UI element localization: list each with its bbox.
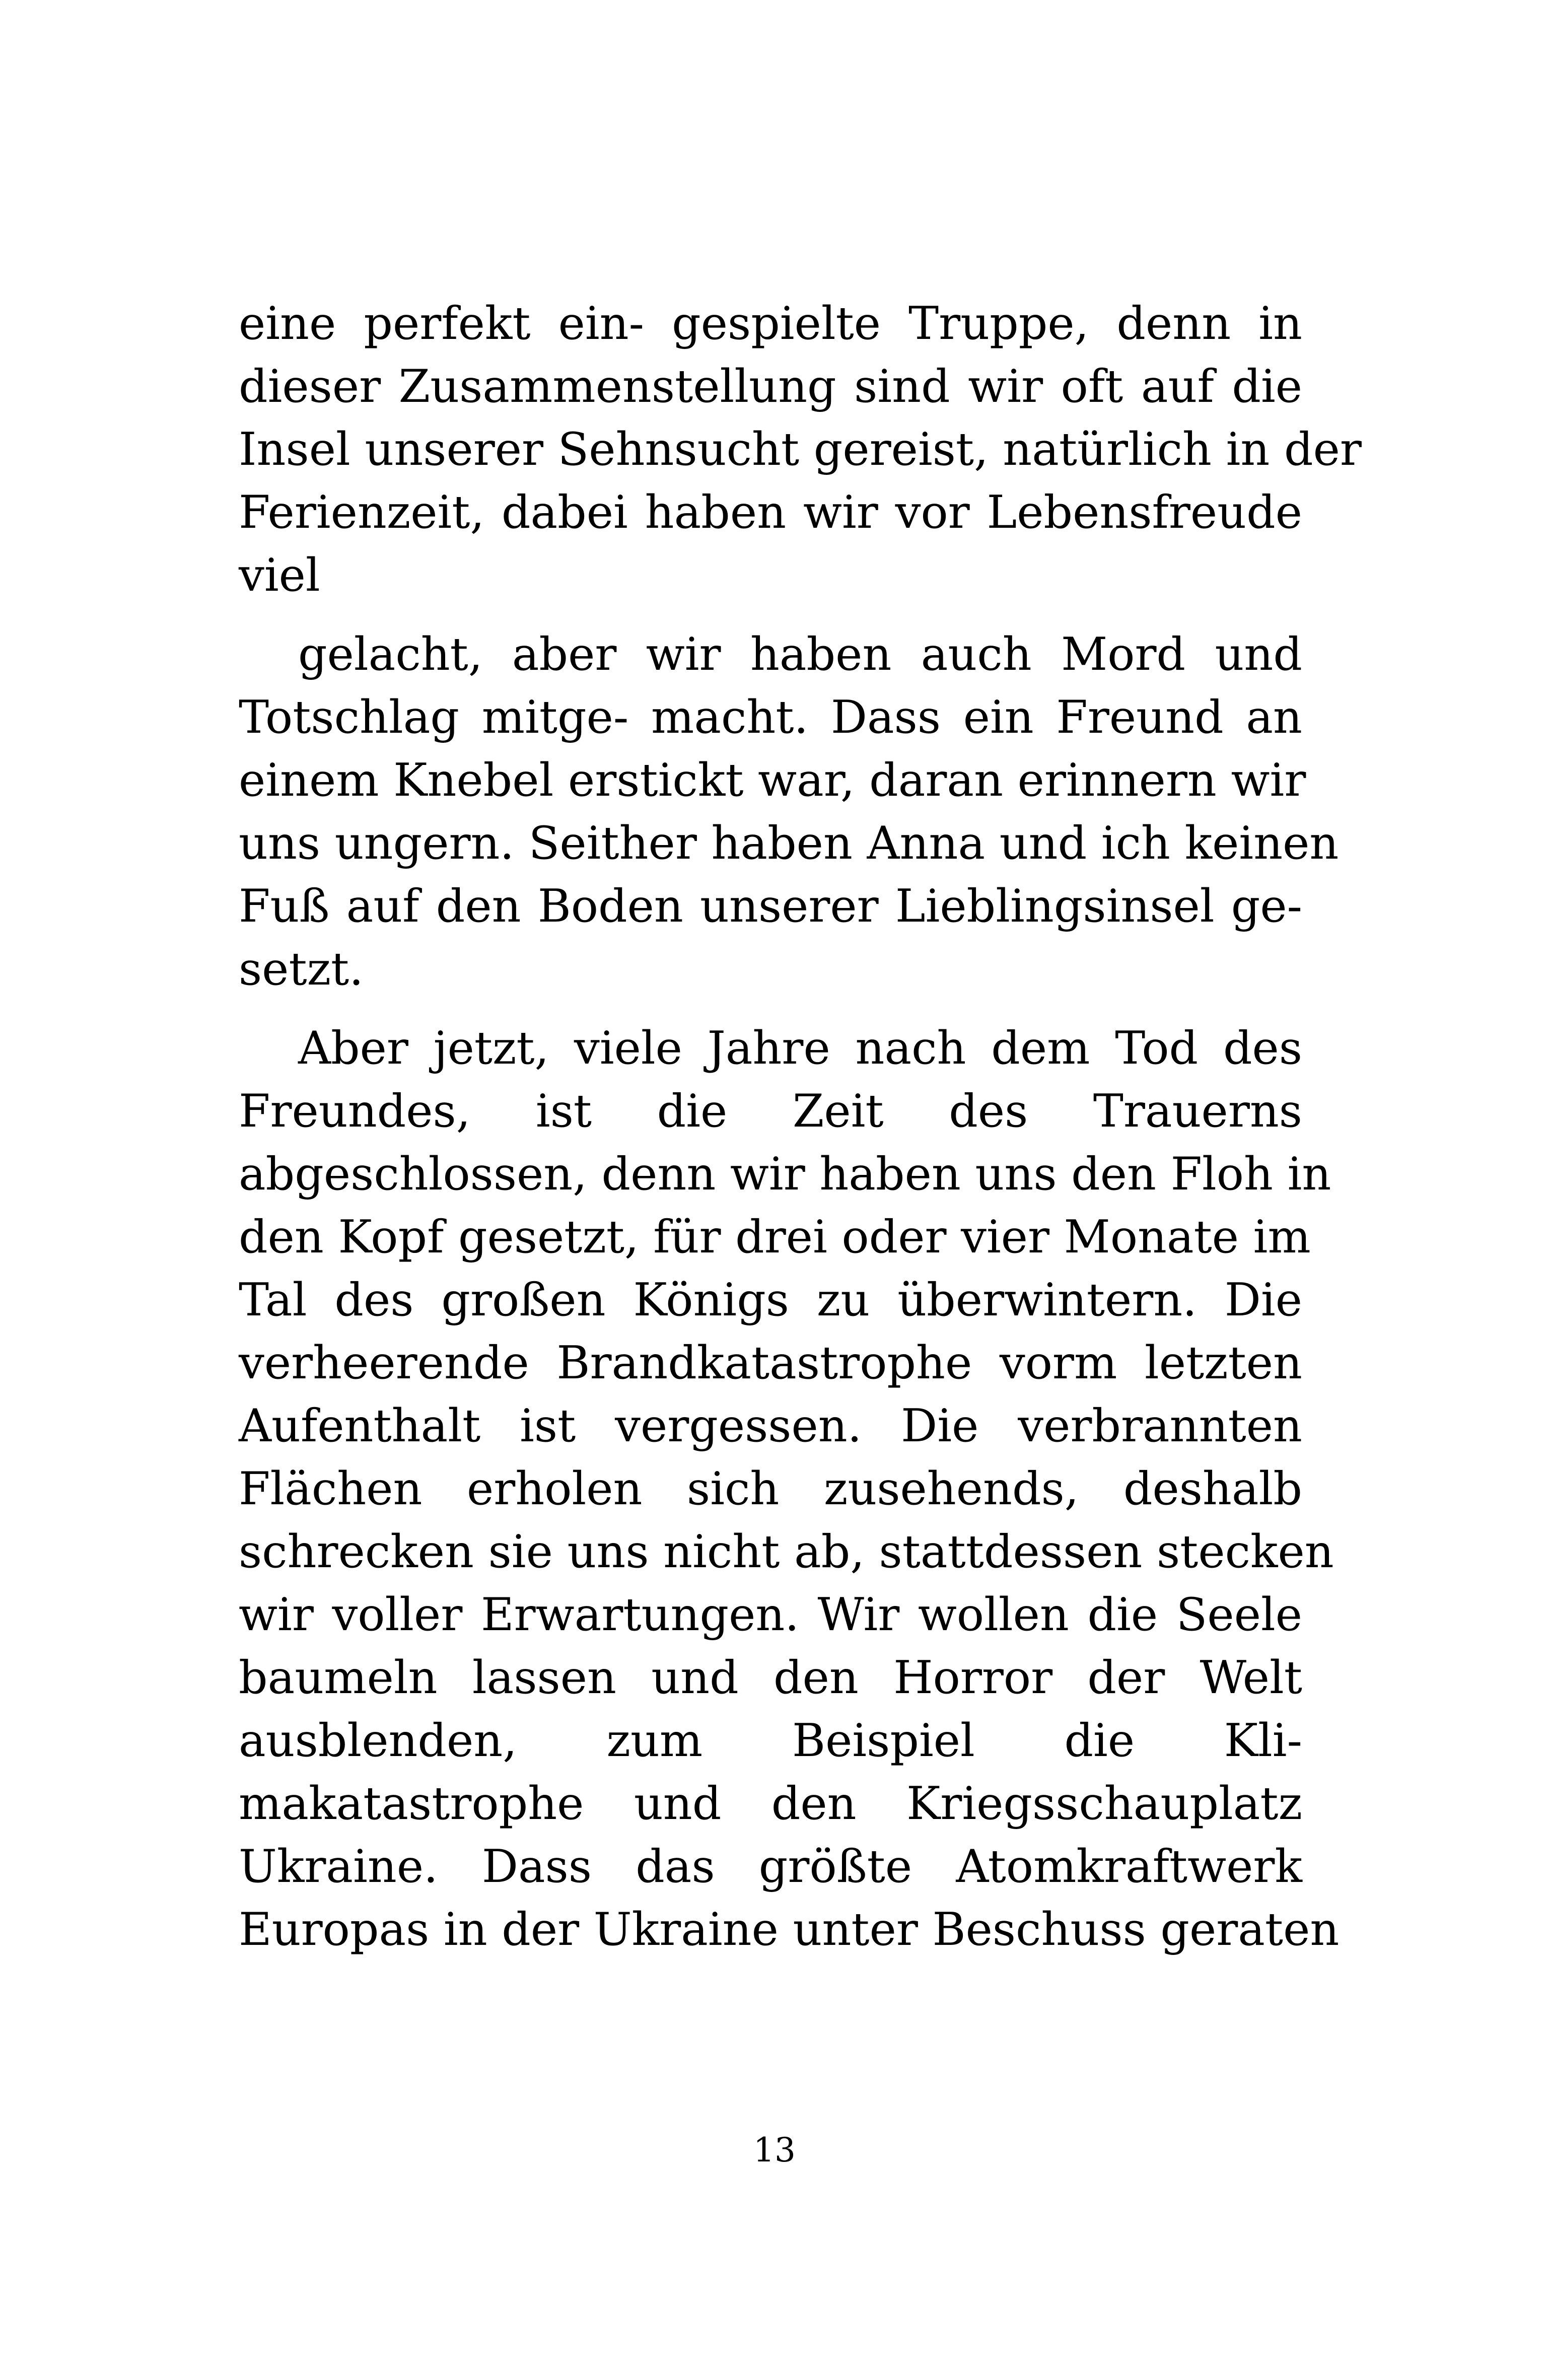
text-line: baumeln lassen und den Horror der Welt: [239, 1651, 1302, 1704]
text-line: viel: [239, 549, 320, 602]
body-text: [239, 292, 1362, 1961]
text-line: einem Knebel erstickt war, daran erinnern wir: [239, 754, 1306, 807]
text-line: schrecken sie uns nicht ab, stattdessen stecken: [239, 1525, 1334, 1578]
text-line: Aufenthalt ist vergessen. Die verbrannten: [239, 1399, 1302, 1452]
text-line: dieser Zusammenstellung sind wir oft auf die: [239, 360, 1302, 413]
text-line: verheerende Brandkatastrophe vorm letzten: [239, 1337, 1302, 1389]
text-line: Fuß auf den Boden unserer Lieblingsinsel ge-: [239, 880, 1302, 933]
text-line: Totschlag mitge- macht. Dass ein Freund an: [239, 691, 1302, 744]
text-line: den Kopf gesetzt, für drei oder vier Monate im: [239, 1211, 1311, 1264]
text-line: makatastrophe und den Kriegsschauplatz: [239, 1777, 1302, 1830]
text-line: Ferienzeit, dabei haben wir vor Lebensfreude: [239, 486, 1302, 539]
text-line: ausblenden, zum Beispiel die Kli-: [239, 1714, 1302, 1767]
text-line: uns ungern. Seither haben Anna und ich keinen: [239, 817, 1339, 870]
text-line: gelacht, aber wir haben auch Mord und: [298, 628, 1302, 681]
text-line: Tal des großen Königs zu überwintern. Die: [239, 1274, 1302, 1326]
text-line: Ukraine. Dass das größte Atomkraftwerk: [239, 1840, 1302, 1893]
text-line: abgeschlossen, denn wir haben uns den Floh in: [239, 1148, 1331, 1201]
paragraph-gap: [239, 1001, 1302, 1017]
text-line: Europas in der Ukraine unter Beschuss geraten: [239, 1903, 1340, 1956]
text-line: wir voller Erwartungen. Wir wollen die Seele: [239, 1588, 1302, 1641]
text-line: Insel unserer Sehnsucht gereist, natürlich in der: [239, 423, 1362, 476]
page-number: 13: [753, 2131, 796, 2169]
text-line: setzt.: [239, 943, 364, 996]
text-line: Flächen erholen sich zusehends, deshalb: [239, 1462, 1302, 1515]
text-line: Freundes, ist die Zeit des Trauerns: [239, 1085, 1302, 1138]
text-line: eine perfekt ein- gespielte Truppe, denn in: [239, 297, 1302, 350]
text-line: Aber jetzt, viele Jahre nach dem Tod des: [298, 1022, 1302, 1075]
paragraph-gap: [239, 607, 1302, 623]
